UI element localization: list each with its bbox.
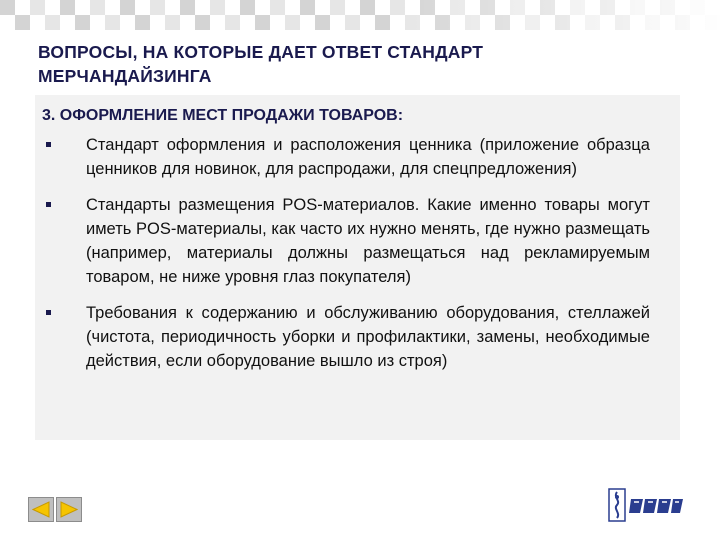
checker-fade xyxy=(0,0,720,30)
arrow-left-icon xyxy=(32,501,50,518)
bullet-text: Стандарты размещения POS-материалов. Какие именно товары могут иметь POS-материалы, как часто их нужно менять, где нужно размещать (например, материалы должны размещаться над рекламируемым товаром, не ниже уровня глаз покупателя) xyxy=(86,196,650,286)
bullet-square-icon xyxy=(46,310,51,315)
prev-slide-button[interactable] xyxy=(28,497,54,522)
bullet-list xyxy=(42,133,650,385)
bullet-square-icon xyxy=(46,142,51,147)
slide-title-line-1: ВОПРОСЫ, НА КОТОРЫЕ ДАЕТ ОТВЕТ СТАНДАРТ xyxy=(38,42,484,62)
bullet-square-icon xyxy=(46,202,51,207)
arrow-right-icon xyxy=(60,501,78,518)
list-item xyxy=(42,301,650,373)
list-item xyxy=(42,193,650,289)
list-item xyxy=(42,133,650,181)
bullet-text: Стандарт оформления и расположения ценника (приложение образца ценников для новинок, для распродажи, для спецпредложения) xyxy=(86,136,650,178)
slide-title xyxy=(38,40,678,88)
bullet-text: Требования к содержанию и обслуживанию оборудования, стеллажей (чистота, периодичность уборки и профилактики, замены, необходимые действия, если оборудование вышло из строя) xyxy=(86,304,650,370)
slide-title-line-2: МЕРЧАНДАЙЗИНГА xyxy=(38,66,212,86)
next-slide-button[interactable] xyxy=(56,497,82,522)
section-subheading: 3. ОФОРМЛЕНИЕ МЕСТ ПРОДАЖИ ТОВАРОВ: xyxy=(42,107,404,124)
university-logo xyxy=(607,487,685,523)
